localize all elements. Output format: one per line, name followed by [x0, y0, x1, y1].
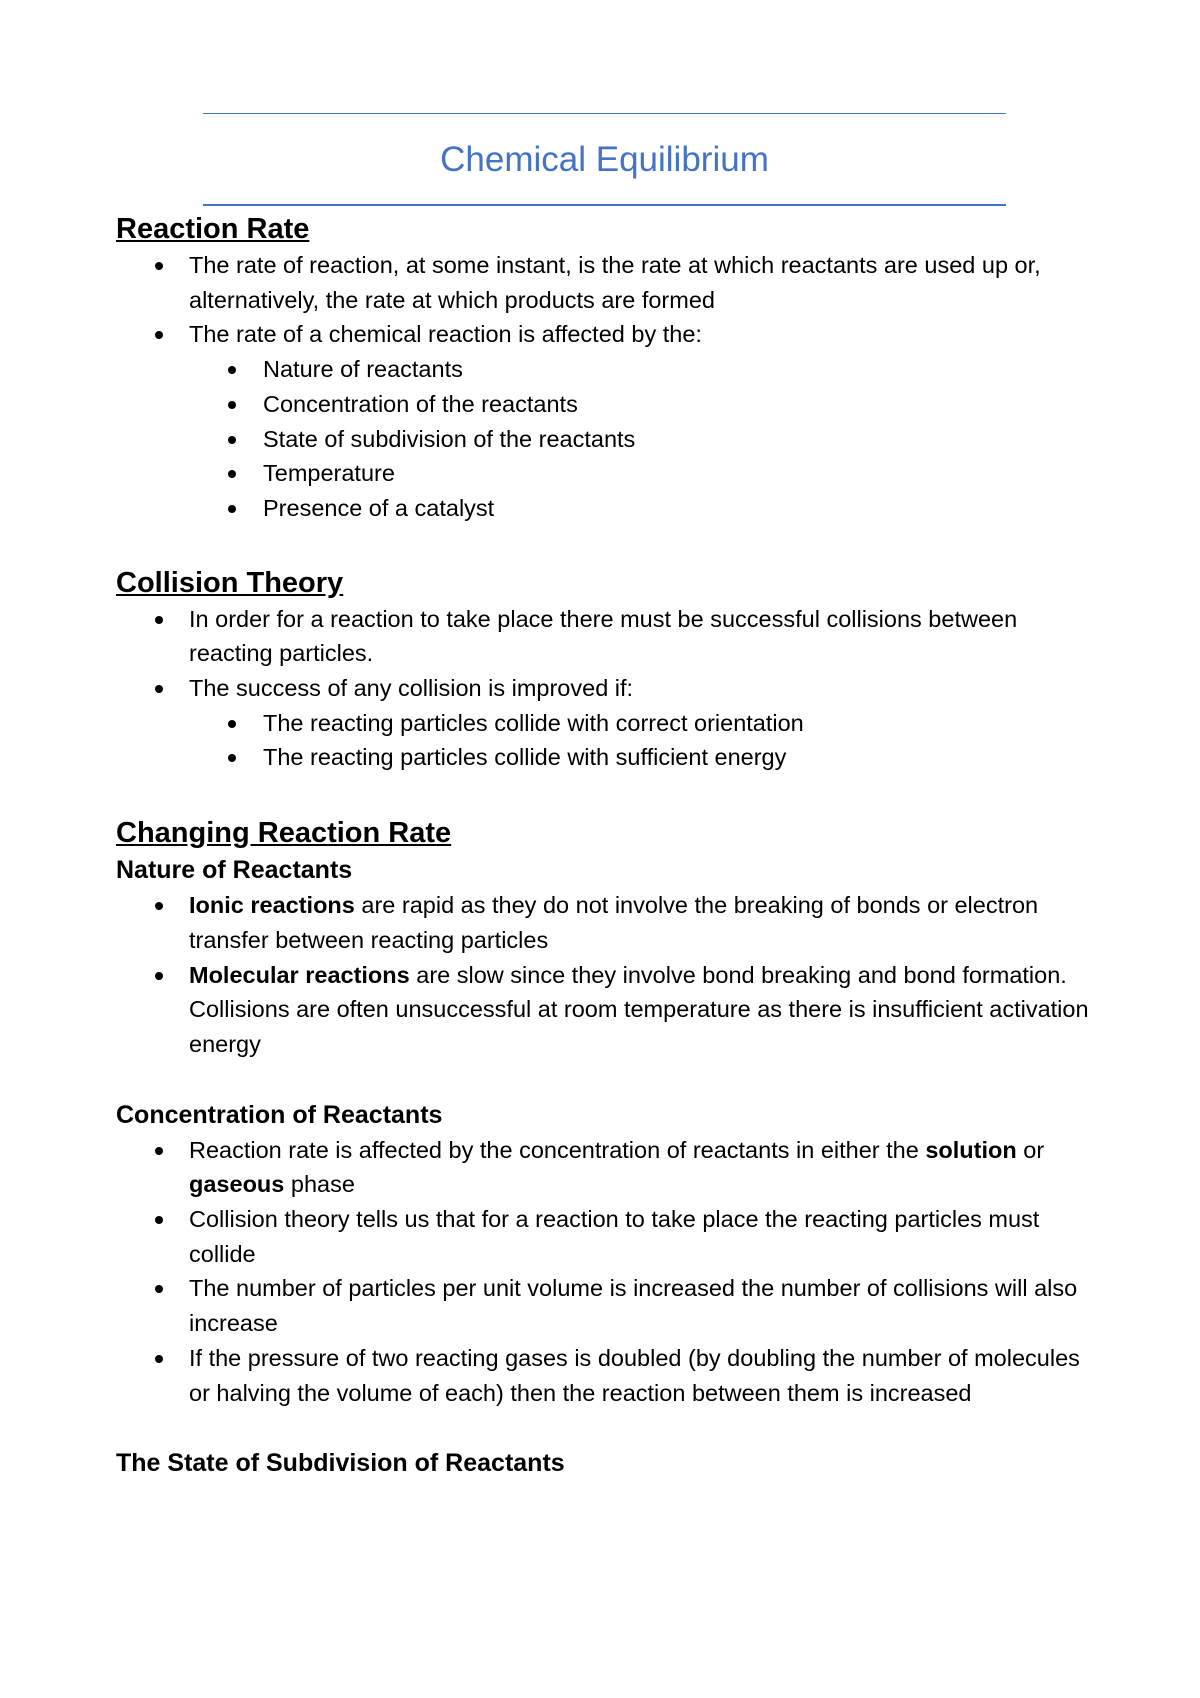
nature-list	[116, 888, 1096, 1062]
list-item: In order for a reaction to take place there must be successful collisions between reacting particles.	[116, 602, 1096, 671]
list-item: The success of any collision is improved if:	[116, 671, 1096, 706]
reaction-rate-list	[116, 248, 1096, 352]
title-rule-top	[203, 113, 1006, 114]
list-item: The rate of reaction, at some instant, is the rate at which reactants are used up or, alternatively, the rate at which products are formed	[116, 248, 1096, 317]
list-item: Collision theory tells us that for a reaction to take place the reacting particles must collide	[116, 1202, 1096, 1271]
bold-term: solution	[925, 1136, 1017, 1163]
list-item: Reaction rate is affected by the concentration of reactants in either the solution or gaseous phase	[116, 1133, 1096, 1202]
title-rule-bottom	[203, 204, 1006, 206]
list-item: The number of particles per unit volume is increased the number of collisions will also increase	[116, 1271, 1096, 1340]
heading-collision-theory: Collision Theory	[116, 566, 344, 599]
list-item: The reacting particles collide with correct orientation	[116, 706, 1096, 741]
rate-factors-list	[116, 352, 1096, 526]
heading-changing-reaction-rate: Changing Reaction Rate	[116, 817, 452, 850]
list-item: If the pressure of two reacting gases is doubled (by doubling the number of molecules or halving the volume of each) then the reaction between them is increased	[116, 1341, 1096, 1410]
subheading-nature-of-reactants: Nature of Reactants	[116, 856, 353, 885]
list-item: Ionic reactions are rapid as they do not involve the breaking of bonds or electron transfer between reacting particles	[116, 888, 1096, 957]
bold-term: Ionic reactions	[189, 892, 355, 919]
concentration-list	[116, 1133, 1096, 1411]
heading-reaction-rate: Reaction Rate	[116, 213, 310, 245]
collision-theory-list	[116, 602, 1096, 706]
list-item: The rate of a chemical reaction is affected by the:	[116, 317, 1096, 352]
subheading-concentration-of-reactants: Concentration of Reactants	[116, 1100, 443, 1129]
list-item: Nature of reactants	[116, 352, 1096, 387]
list-item: The reacting particles collide with sufficient energy	[116, 740, 1096, 775]
list-item: Concentration of the reactants	[116, 387, 1096, 422]
bold-term: Molecular reactions	[189, 961, 410, 988]
list-item: State of subdivision of the reactants	[116, 422, 1096, 457]
document-title: Chemical Equilibrium	[440, 140, 769, 179]
list-item: Temperature	[116, 456, 1096, 491]
list-item: Presence of a catalyst	[116, 491, 1096, 526]
subheading-state-of-subdivision: The State of Subdivision of Reactants	[116, 1449, 565, 1478]
collision-conditions-list	[116, 706, 1096, 775]
document-body	[116, 210, 1096, 1481]
list-item: Molecular reactions are slow since they involve bond breaking and bond formation. Collisions are often unsuccessful at room temperature as there is insufficient activation energy	[116, 958, 1096, 1062]
bold-term: gaseous	[189, 1171, 285, 1198]
